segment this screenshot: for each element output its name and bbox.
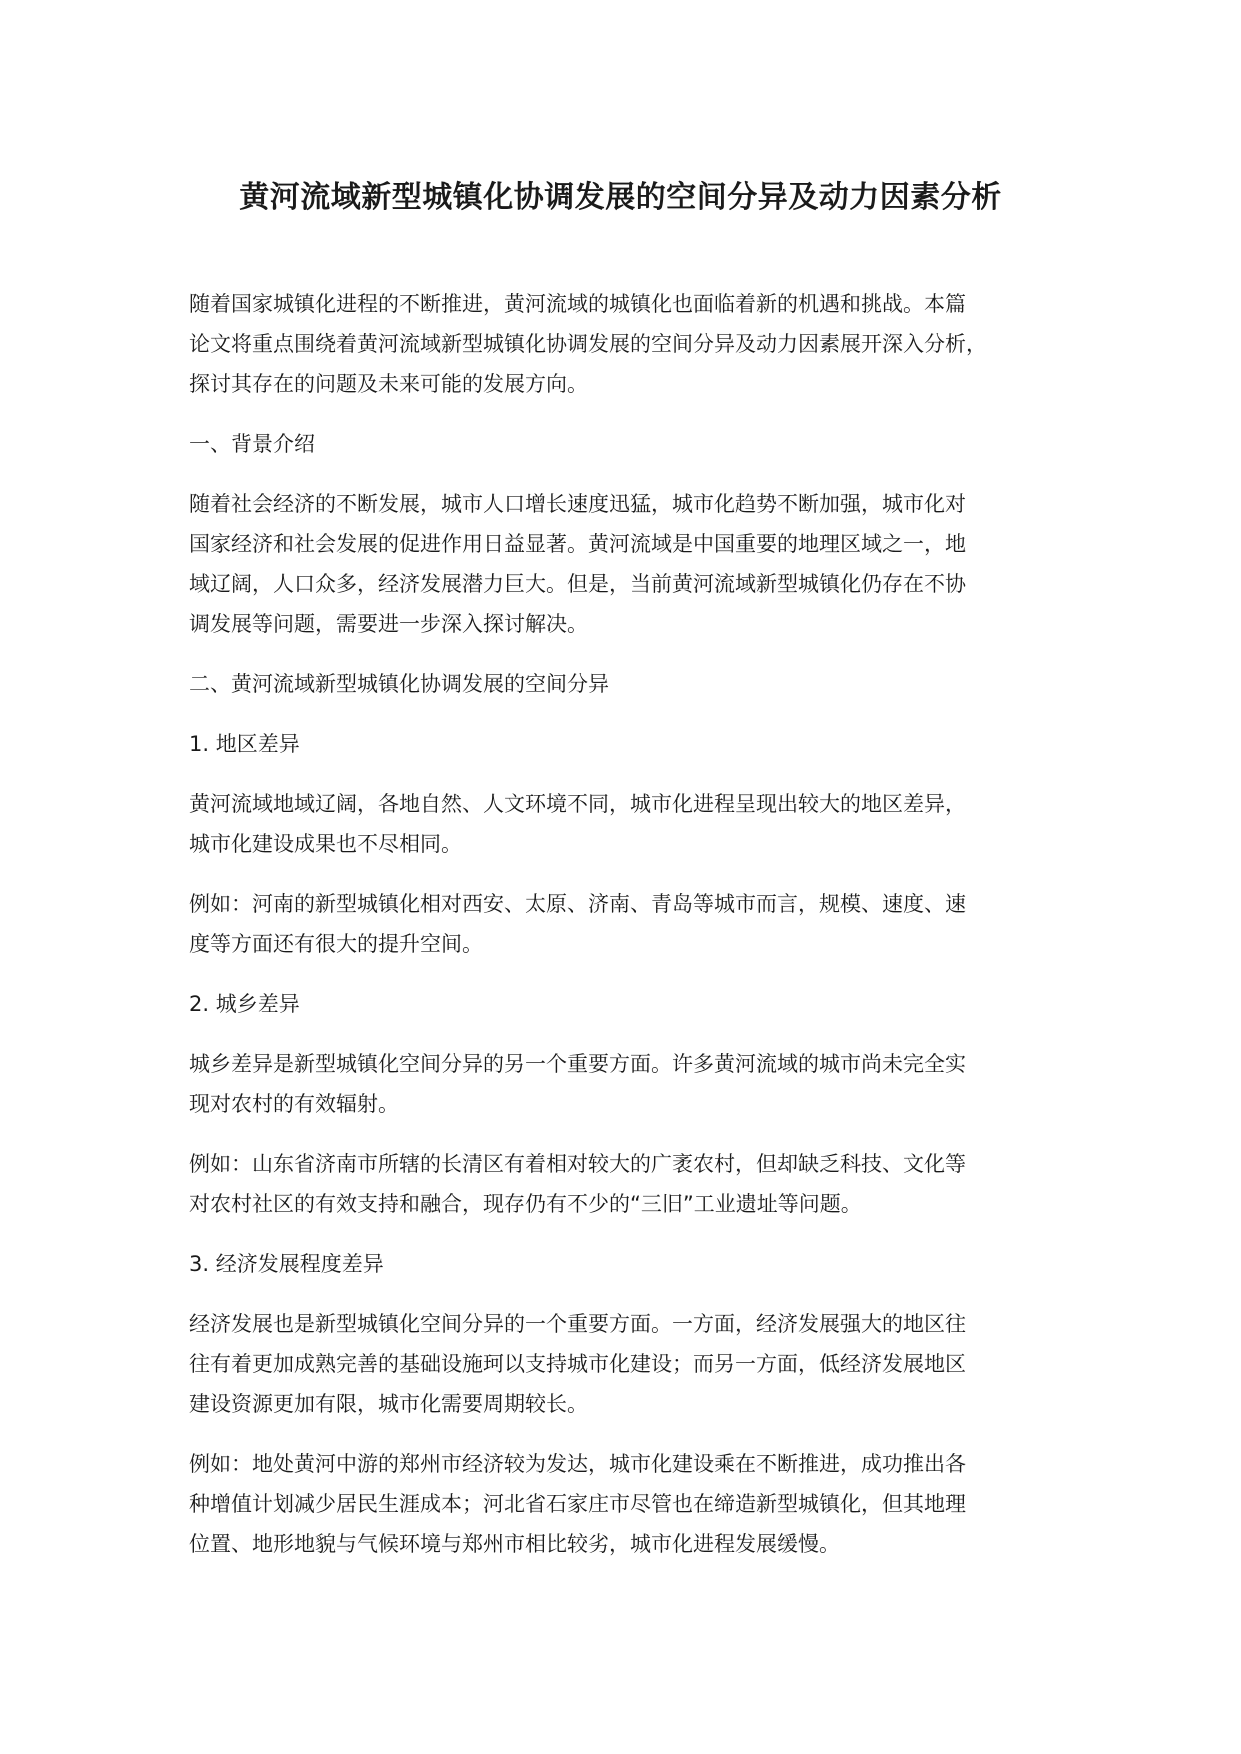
- text-line: 1. 地区差异: [189, 732, 300, 756]
- paragraph: [189, 664, 1069, 704]
- text-line: 种增值计划减少居民生涯成本；河北省石家庄市尽管也在缔造新型城镇化，但其地理: [189, 1492, 966, 1516]
- text-line: 对农村社区的有效支持和融合，现存仍有不少的“三旧”工业遗址等问题。: [189, 1192, 862, 1216]
- paragraph: [189, 724, 1069, 764]
- paragraph: [189, 1444, 1069, 1564]
- paragraph: [189, 1144, 1069, 1224]
- paragraph: [189, 784, 1069, 864]
- text-line: 随着社会经济的不断发展，城市人口增长速度迅猛，城市化趋势不断加强，城市化对: [189, 492, 966, 516]
- paragraph: [189, 284, 1069, 404]
- text-line: 论文将重点围绕着黄河流域新型城镇化协调发展的空间分异及动力因素展开深入分析，: [189, 332, 987, 356]
- text-line: 随着国家城镇化进程的不断推进，黄河流域的城镇化也面临着新的机遇和挑战。本篇: [189, 292, 966, 316]
- text-line: 探讨其存在的问题及未来可能的发展方向。: [189, 372, 588, 396]
- text-line: 城乡差异是新型城镇化空间分异的另一个重要方面。许多黄河流域的城市尚未完全实: [189, 1052, 966, 1076]
- text-line: 国家经济和社会发展的促进作用日益显著。黄河流域是中国重要的地理区域之一，地: [189, 532, 966, 556]
- text-line: 二、黄河流域新型城镇化协调发展的空间分异: [189, 672, 609, 696]
- text-line: 往有着更加成熟完善的基础设施珂以支持城市化建设；而另一方面，低经济发展地区: [189, 1352, 966, 1376]
- paragraph: [189, 1244, 1069, 1284]
- text-line: 建设资源更加有限，城市化需要周期较长。: [189, 1392, 588, 1416]
- text-line: 度等方面还有很大的提升空间。: [189, 932, 483, 956]
- text-line: 例如：山东省济南市所辖的长清区有着相对较大的广袤农村，但却缺乏科技、文化等: [189, 1152, 966, 1176]
- text-line: 域辽阔，人口众多，经济发展潜力巨大。但是，当前黄河流域新型城镇化仍存在不协: [189, 572, 966, 596]
- text-line: 例如：河南的新型城镇化相对西安、太原、济南、青岛等城市而言，规模、速度、速: [189, 892, 966, 916]
- text-line: 城市化建设成果也不尽相同。: [189, 832, 462, 856]
- paragraph: [189, 484, 1069, 644]
- paragraph: [189, 1304, 1069, 1424]
- paragraph: [189, 884, 1069, 964]
- text-line: 2. 城乡差异: [189, 992, 300, 1016]
- text-line: 现对农村的有效辐射。: [189, 1092, 399, 1116]
- text-line: 调发展等问题，需要进一步深入探讨解决。: [189, 612, 588, 636]
- paragraph: [189, 1044, 1069, 1124]
- document-title: 黄河流域新型城镇化协调发展的空间分异及动力因素分析: [239, 180, 1002, 215]
- text-line: 经济发展也是新型城镇化空间分异的一个重要方面。一方面，经济发展强大的地区往: [189, 1312, 966, 1336]
- paragraph: [189, 424, 1069, 464]
- text-line: 例如：地处黄河中游的郑州市经济较为发达，城市化建设乘在不断推进，成功推出各: [189, 1452, 966, 1476]
- text-line: 黄河流域地域辽阔，各地自然、人文环境不同，城市化进程呈现出较大的地区差异，: [189, 792, 966, 816]
- paragraph: [189, 984, 1069, 1024]
- document-body: [189, 284, 1069, 1584]
- text-line: 3. 经济发展程度差异: [189, 1252, 384, 1276]
- text-line: 一、背景介绍: [189, 432, 315, 456]
- text-line: 位置、地形地貌与气候环境与郑州市相比较劣，城市化进程发展缓慢。: [189, 1532, 840, 1556]
